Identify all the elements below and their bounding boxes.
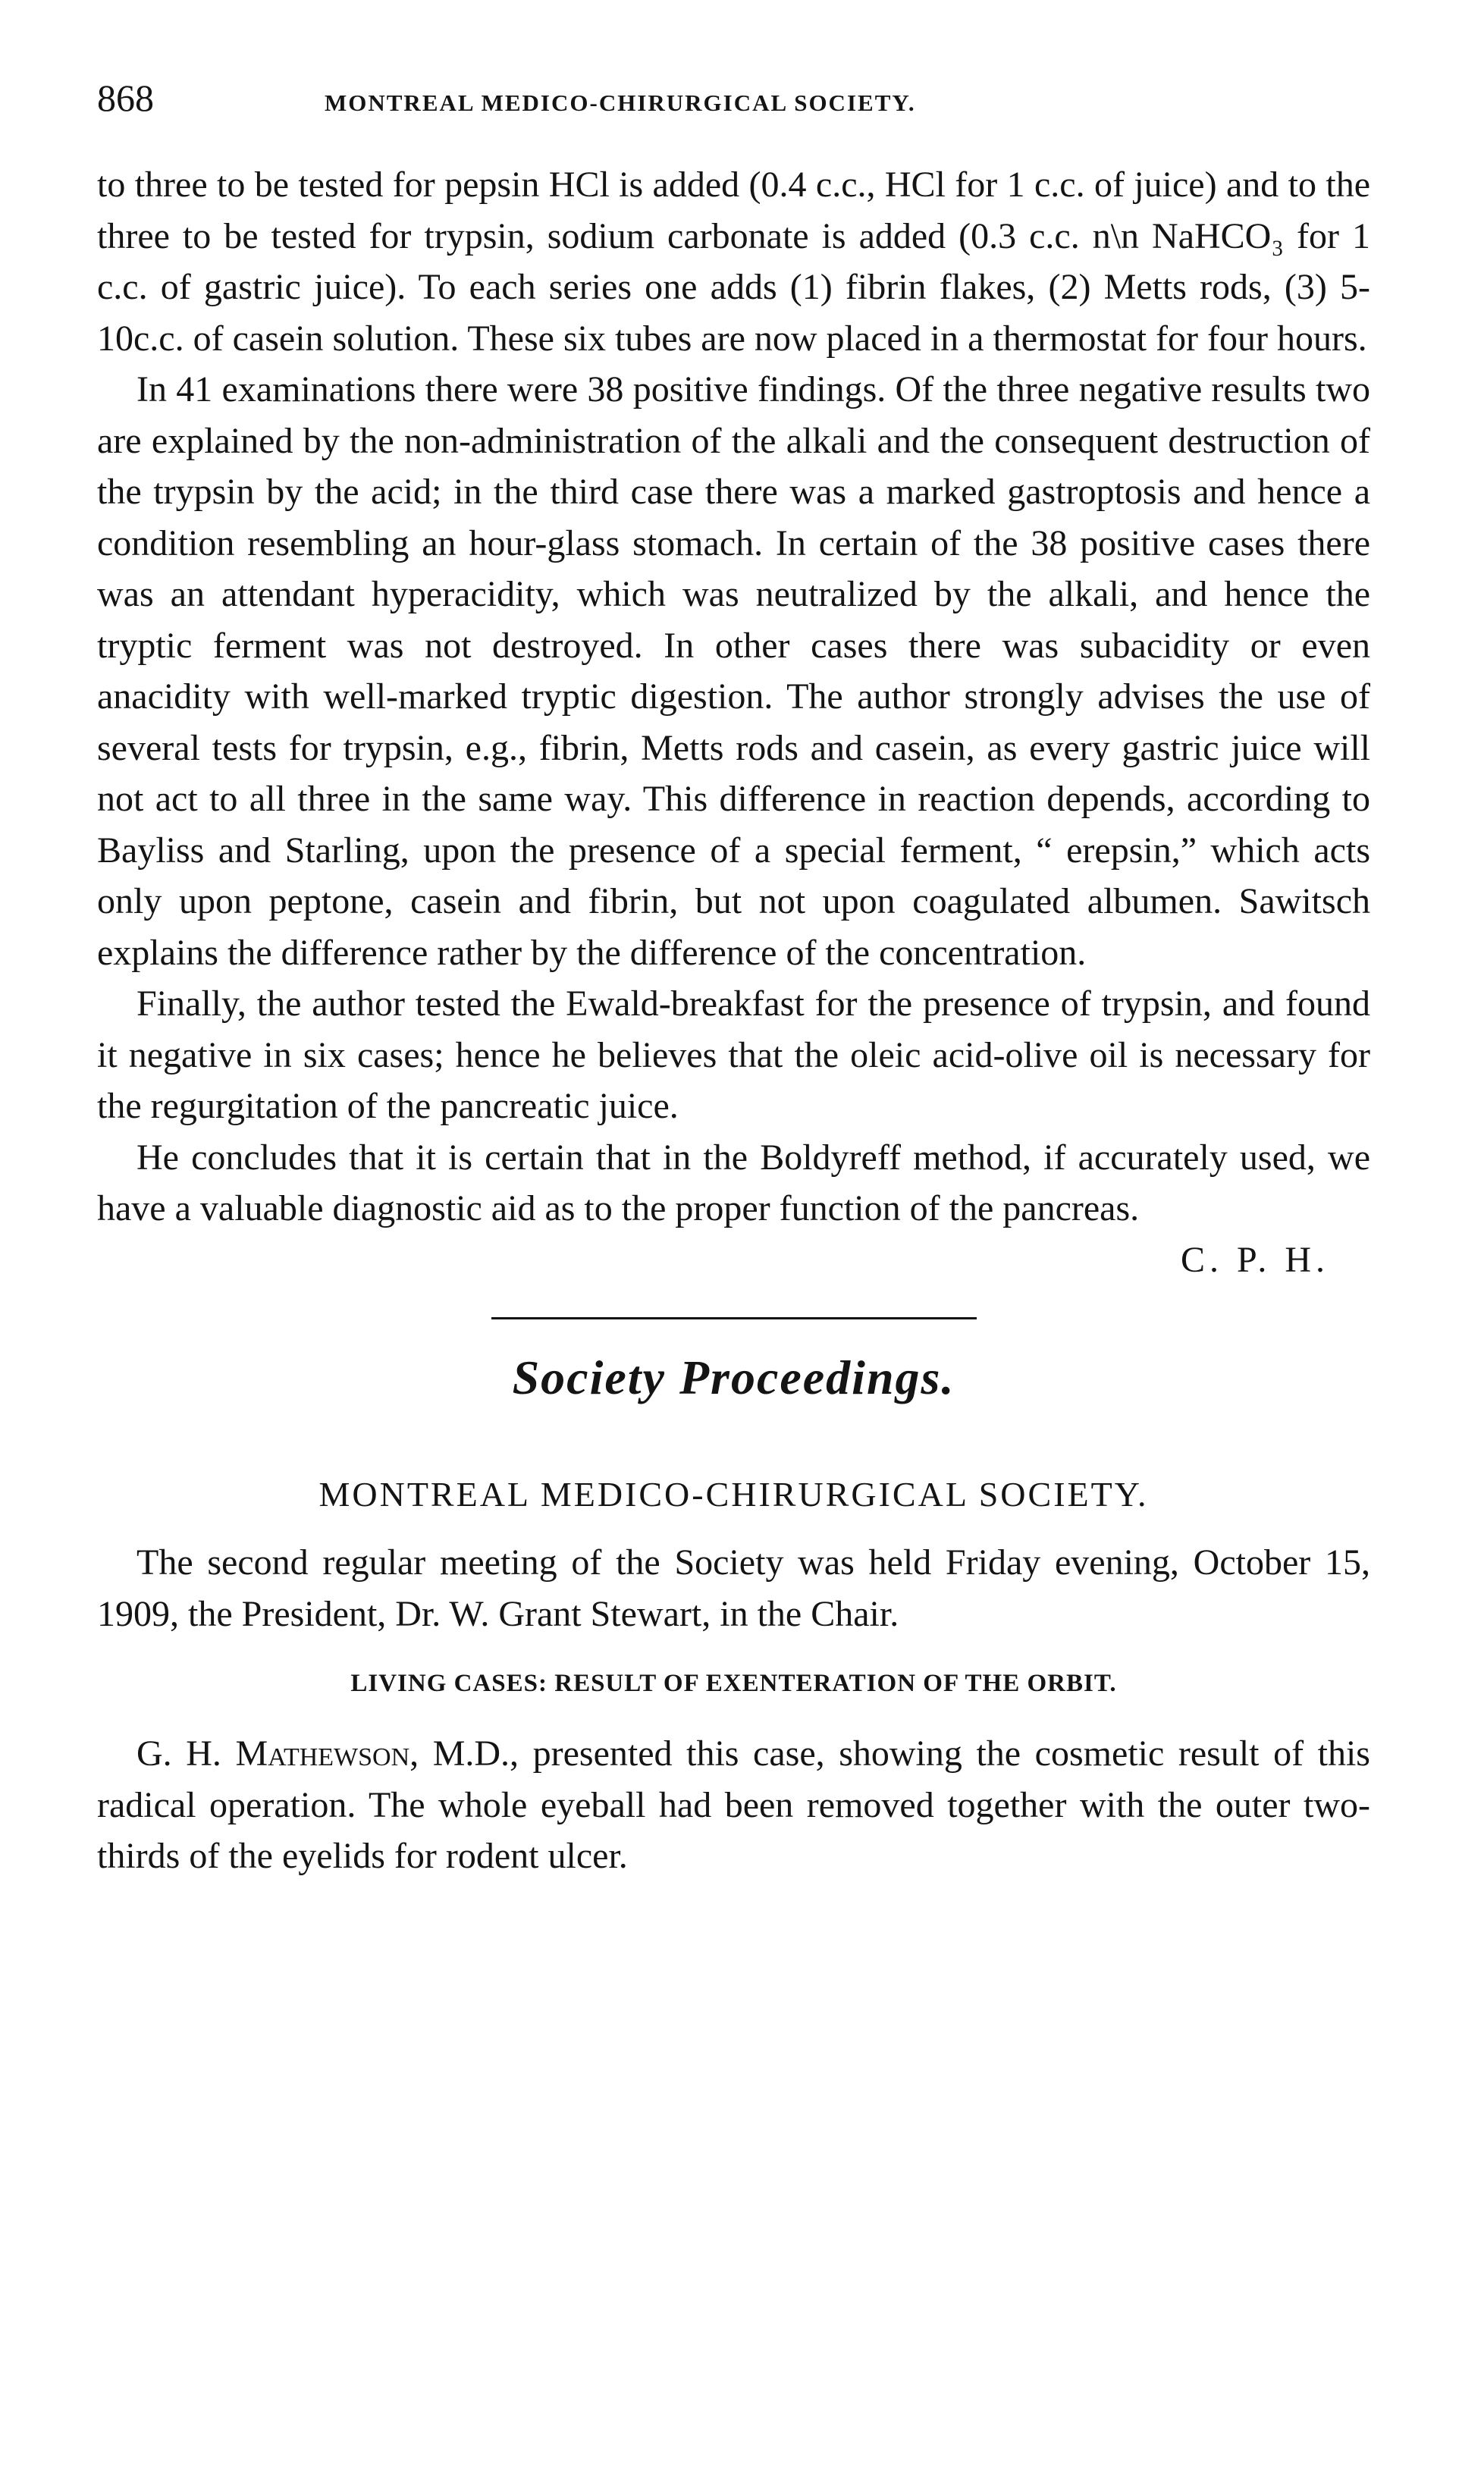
paragraph-case: [97, 1728, 1370, 1882]
case-description: M.D., presented this case, showing the cosmetic result of this radical operation. The whole eyeball had been removed together with the outer two-thirds of the eyelids for rodent ulcer.: [97, 1733, 1370, 1876]
paragraph-ewald-breakfast: Finally, the author tested the Ewald-breakfast for the presence of trypsin, and found it negative in six cases; hence he believes that the oleic acid-olive oil is necessary for the regurgitation of the pancreatic juice.: [97, 984, 1370, 1126]
paragraph-examinations: In 41 examinations there were 38 positive findings. Of the three negative results two are explained by the non-administration of the alkali and the consequent destruction of the trypsin by the acid; in the third case there was a marked gastroptosis and hence a condition resembling an hour-glass stomach. In certain of the 38 positive cases there was an attendant hyperacidity, which was neutralized by the alkali, and hence the tryptic ferment was not destroyed. In other cases there was subacidity or even anacidity with well-marked tryptic digestion. The author strongly advises the use of several tests for trypsin, e.g., fibrin, Metts rods and casein, as every gastric juice will not act to all three in the same way. This difference in reaction depends, according to Bayliss and Starling, upon the presence of a special ferment, “ erepsin,” which acts only upon peptone, casein and fibrin, but not upon coagulated albumen. Sawitsch explains the difference rather by the difference of the concentration.: [97, 369, 1370, 973]
case-subheading: LIVING CASES: RESULT OF EXENTERATION OF THE ORBIT.: [350, 1670, 1117, 1697]
page-number: 868: [97, 77, 154, 119]
section-divider: [491, 1317, 977, 1319]
paragraph-conclusion: He concludes that it is certain that in the Boldyreff method, if accurately used, we have a valuable diagnostic aid as to the proper function of the pancreas.: [97, 1137, 1370, 1228]
presenter-name: G. H. Mathewson,: [136, 1733, 419, 1774]
paragraph-continuation: to three to be tested for pepsin HCl is added (0.4 c.c., HCl for 1 c.c. of juice) and to the three to be tested for trypsin, sodium carbonate is added (0.3 c.c. n\n NaHCO₃ for 1 c.c. of gastric juice). To each series one adds (1) fibrin flakes, (2) Metts rods, (3) 5-10c.c. of casein solution. These six tubes are now placed in a thermostat for four hours.: [97, 165, 1370, 359]
page-header: [97, 76, 1370, 129]
running-head: MONTREAL MEDICO-CHIRURGICAL SOCIETY.: [325, 89, 916, 116]
section-heading: Society Proceedings.: [512, 1351, 955, 1404]
society-title: MONTREAL MEDICO-CHIRURGICAL SOCIETY.: [318, 1475, 1149, 1514]
paragraph-meeting: The second regular meeting of the Society was held Friday evening, October 15, 1909, the President, Dr. W. Grant Stewart, in the Chair.: [97, 1542, 1370, 1634]
author-initials: C. P. H.: [1180, 1239, 1329, 1280]
